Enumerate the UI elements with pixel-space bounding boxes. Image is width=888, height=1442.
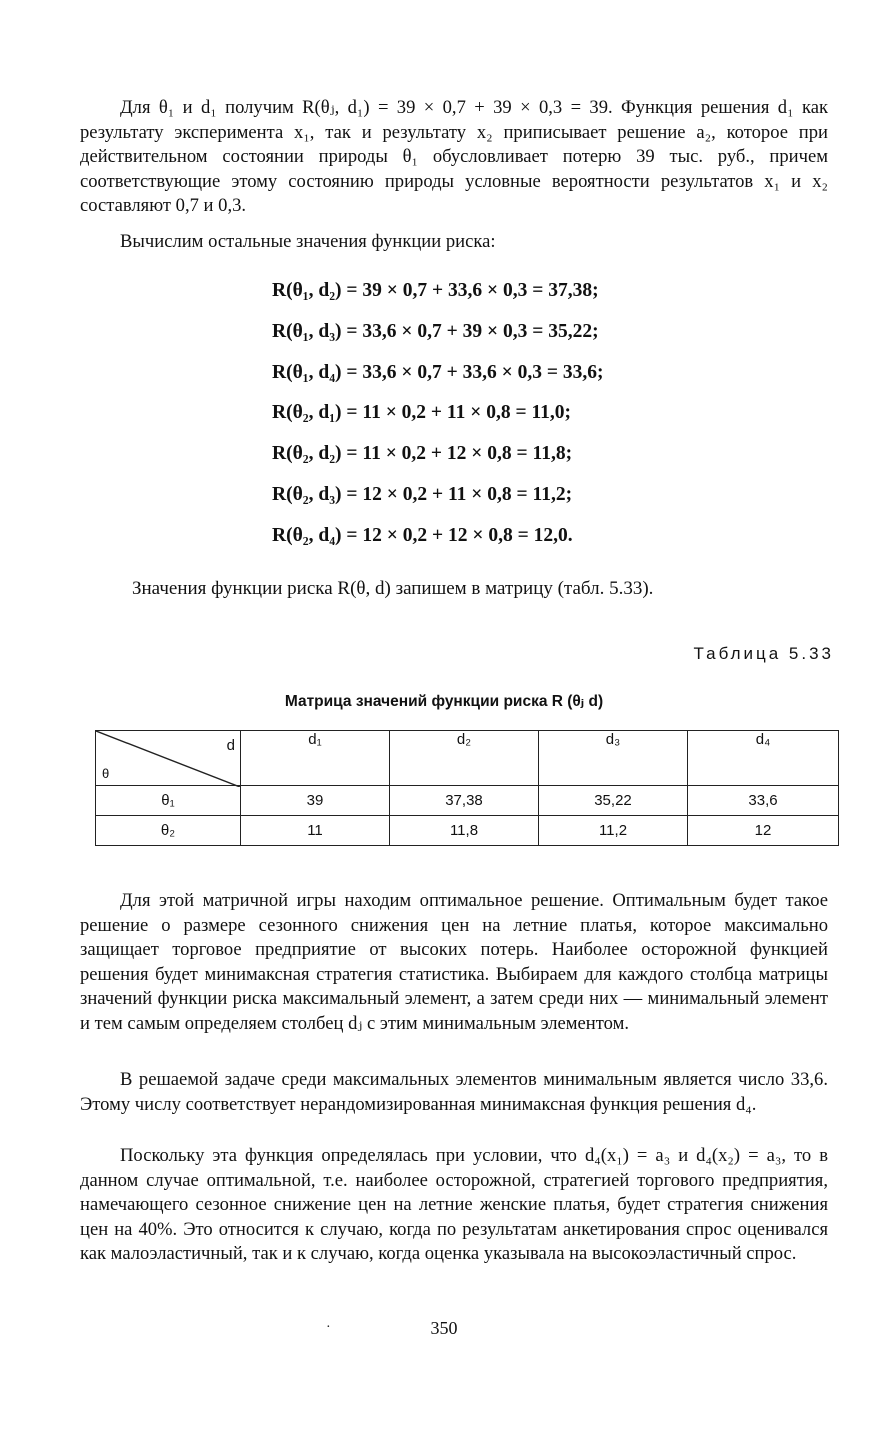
diagonal-line [96,731,240,787]
paragraph-optimal-solution: Для этой матричной игры находим оптимальное решение. Оптимальным будет такое решение о размере сезонного снижения цен на летние платья, которое максимально защищает торговое предприятие от высоких потерь. Наиболее осторожной функцией решения будет минимаксная стратегия статистика. Выбираем для каждого столбца матрицы значений функции риска максимальный элемент, а затем среди них — минимальный элемент и тем самым определяем столбец dⱼ с этим минимальным элементом. [80,890,828,1034]
row-label-theta1: θ₁ [96,786,241,816]
formula-r-theta1-d4: R(θ₁, d₄) = 33,6 × 0,7 + 33,6 × 0,3 = 33,6; [272,361,604,383]
page-number: 350 [430,1318,458,1338]
formula-r-theta2-d2: R(θ₂, d₂) = 11 × 0,2 + 12 × 0,8 = 11,8; [272,443,573,465]
risk-matrix-table [95,730,839,846]
table-cell: 11,8 [390,816,539,846]
table-cell: 35,22 [539,786,688,816]
table-cell: 11 [241,816,390,846]
table-row [96,816,839,846]
formula-r-theta2-d3: R(θ₂, d₃) = 12 × 0,2 + 11 × 0,8 = 11,2; [272,483,573,505]
column-header-d1: d₁ [241,731,390,786]
table-cell: 12 [688,816,839,846]
table-row [96,786,839,816]
corner-cell [96,731,241,786]
row-label-theta2: θ₂ [96,816,241,846]
paragraph-conclusion: Поскольку эта функция определялась при условии, что d₄(x₁) = a₃ и d₄(x₂) = a₃, то в данном случае оптимальной, т.е. наиболее осторожной, стратегией торгового предприятия, намечающего сезонное снижение цен на летние женские платья, будет стратегия снижения цен на 40%. Это относится к случаю, когда по результатам анкетирования спрос оценивался как малоэластичный, так и к случаю, когда оценка указывала на высокоэластичный спрос. [80,1145,828,1265]
intro-paragraph: Для θ₁ и d₁ получим R(θⱼ, d₁) = 39 × 0,7 + 39 × 0,3 = 39. Функция решения d₁ как результату эксперимента x₁, так и результату x₂ приписывает решение a₂, которое при действительном состоянии природы θ₁ обусловливает потерю 39 тыс. руб., причем соответствующие этому состоянию природы условные вероятности результатов x₁ и x₂ составляют 0,7 и 0,3. [80,97,828,217]
table-title: Матрица значений функции риска R (θⱼ d) [284,693,604,710]
column-header-d3: d₃ [539,731,688,786]
paragraph-minimax: В решаемой задаче среди максимальных элементов минимальным является число 33,6. Этому числу соответствует нерандомизированная минимаксная функция решения d₄. [80,1069,828,1115]
table-header-row [96,731,839,786]
formula-r-theta2-d1: R(θ₂, d₁) = 11 × 0,2 + 11 × 0,8 = 11,0; [272,402,571,424]
column-header-d2: d₂ [390,731,539,786]
formula-r-theta1-d2: R(θ₁, d₂) = 39 × 0,7 + 33,6 × 0,3 = 37,38; [272,280,599,301]
page-mark: · [326,1320,331,1335]
matrix-note: Значения функции риска R(θ, d) запишем в матрицу (табл. 5.33). [132,578,654,599]
calc-intro: Вычислим остальные значения функции риска: [120,231,496,252]
formula-r-theta2-d4: R(θ₂, d₄) = 12 × 0,2 + 12 × 0,8 = 12,0. [272,524,573,546]
corner-state-label: θ [102,766,110,781]
formula-list [272,278,692,564]
formula-r-theta1-d3: R(θ₁, d₃) = 33,6 × 0,7 + 39 × 0,3 = 35,22; [272,320,599,342]
column-header-d4: d₄ [688,731,839,786]
table-cell: 39 [241,786,390,816]
corner-decision-label: d [226,737,235,754]
table-cell: 37,38 [390,786,539,816]
table-label: Таблица 5.33 [693,644,834,663]
table-cell: 11,2 [539,816,688,846]
table-cell: 33,6 [688,786,839,816]
